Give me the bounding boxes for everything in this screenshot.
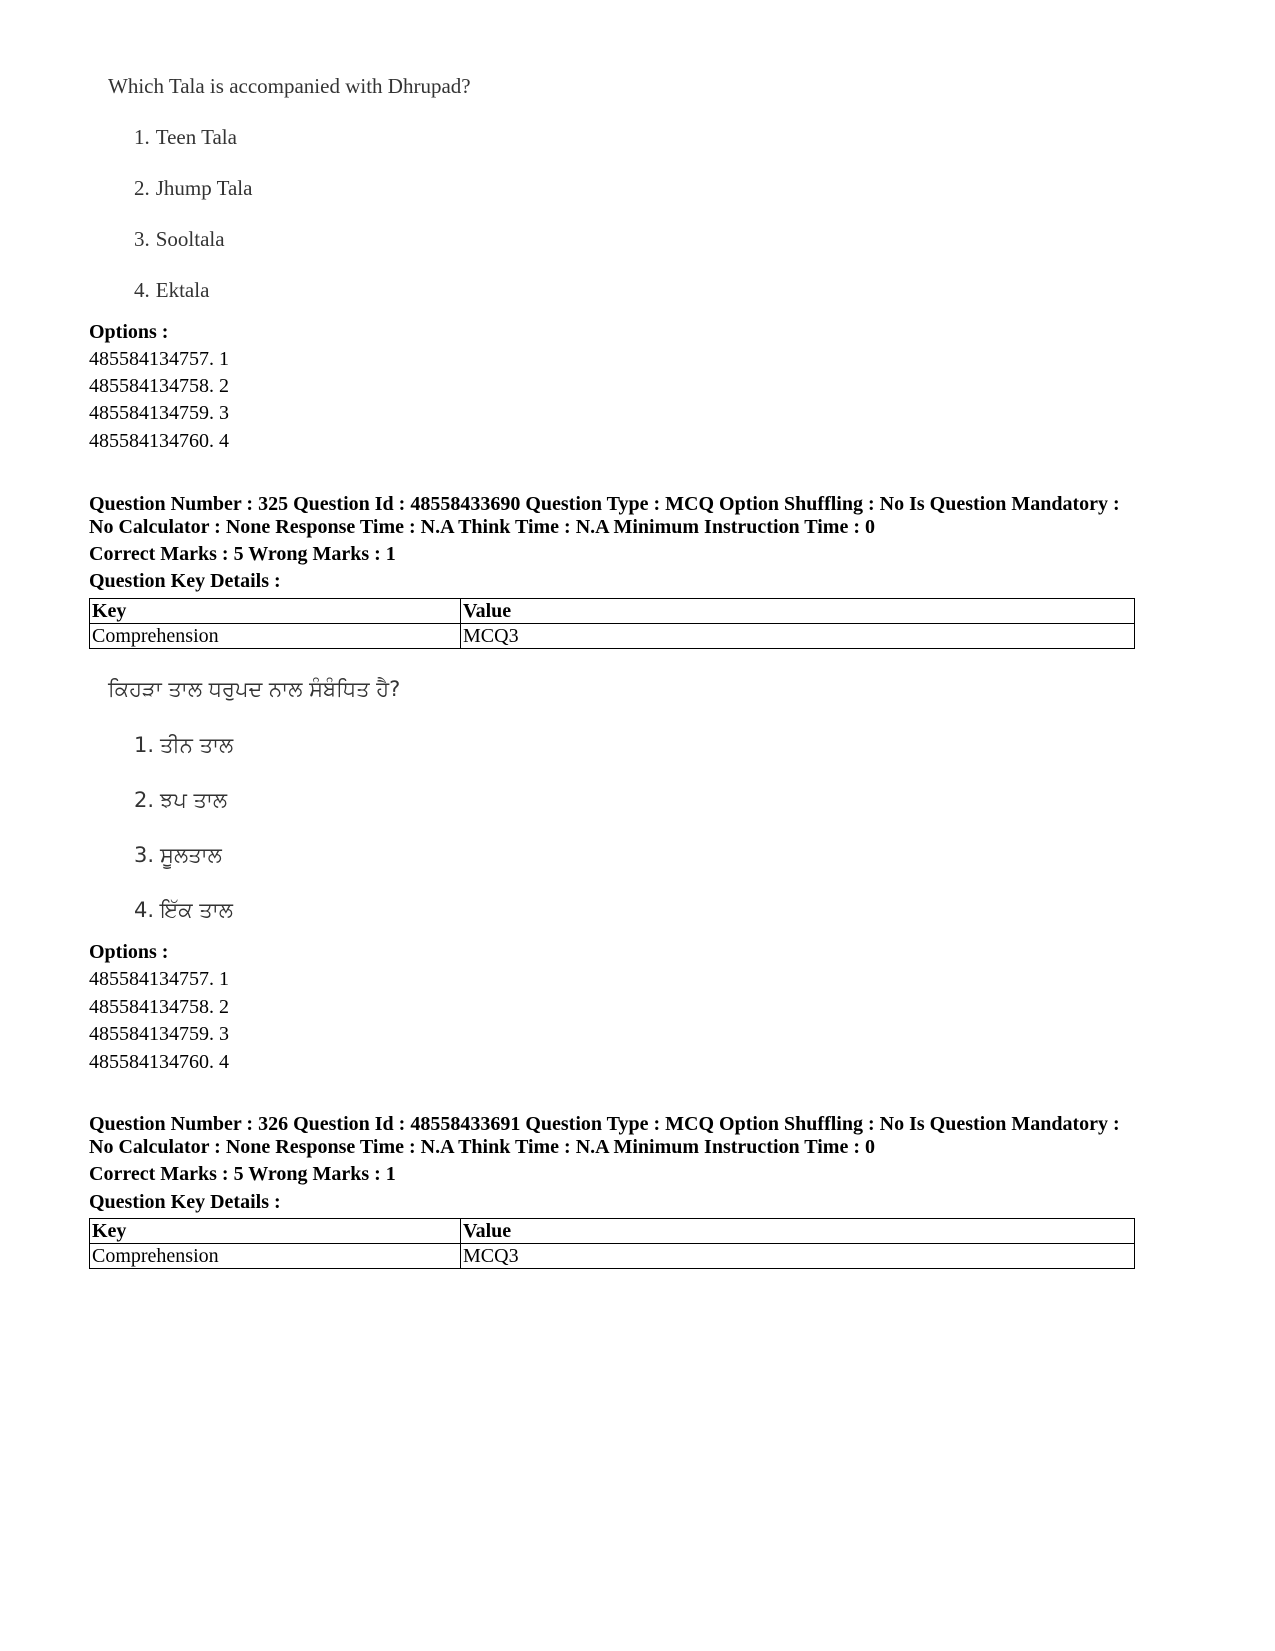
marks-line: Correct Marks : 5 Wrong Marks : 1 <box>89 1163 396 1185</box>
table-row <box>90 1244 1135 1269</box>
key-details-label: Question Key Details : <box>89 570 281 592</box>
options-label: Options : <box>89 941 169 963</box>
question-choice-2: 2. ਝਪ ਤਾਲ <box>134 788 228 812</box>
option-line-4: 485584134760. 4 <box>89 430 229 452</box>
table-cell-value: MCQ3 <box>461 624 1135 649</box>
question-choice-1: 1. ਤੀਨ ਤਾਲ <box>134 733 234 757</box>
table-header-value: Value <box>461 599 1135 624</box>
question-meta-line-2: No Calculator : None Response Time : N.A Think Time : N.A Minimum Instruction Time : 0 <box>89 516 875 538</box>
option-line-4: 485584134760. 4 <box>89 1051 229 1073</box>
table-header-row <box>90 1219 1135 1244</box>
question-choice-2: 2. Jhump Tala <box>134 176 253 200</box>
question-meta-325 <box>89 493 1149 539</box>
option-line-3: 485584134759. 3 <box>89 1023 229 1045</box>
option-line-1: 485584134757. 1 <box>89 348 229 370</box>
question-choice-4: 4. ਇੱਕ ਤਾਲ <box>134 898 233 922</box>
option-line-2: 485584134758. 2 <box>89 375 229 397</box>
question-meta-line-1: Question Number : 326 Question Id : 48558433691 Question Type : MCQ Option Shuffling : No Is Question Mandatory : <box>89 1113 1120 1135</box>
table-header-row <box>90 599 1135 624</box>
question-choice-3: 3. Sooltala <box>134 227 225 251</box>
question-image-english <box>108 74 471 302</box>
table-cell-key: Comprehension <box>90 624 461 649</box>
question-image-punjabi <box>108 677 401 922</box>
key-details-label: Question Key Details : <box>89 1191 281 1213</box>
question-choice-4: 4. Ektala <box>134 278 210 302</box>
question-stem: ਕਿਹੜਾ ਤਾਲ ਧਰੁਪਦ ਨਾਲ ਸੰਬੰਧਿਤ ਹੈ? <box>108 677 401 701</box>
option-line-3: 485584134759. 3 <box>89 402 229 424</box>
table-row <box>90 624 1135 649</box>
marks-line: Correct Marks : 5 Wrong Marks : 1 <box>89 543 396 565</box>
question-stem: Which Tala is accompanied with Dhrupad? <box>108 74 471 98</box>
question-choice-1: 1. Teen Tala <box>134 125 237 149</box>
question-choice-3: 3. ਸੂਲਤਾਲ <box>134 843 222 867</box>
question-meta-line-2: No Calculator : None Response Time : N.A Think Time : N.A Minimum Instruction Time : 0 <box>89 1136 875 1158</box>
options-label: Options : <box>89 321 169 343</box>
table-header-value: Value <box>461 1219 1135 1244</box>
table-cell-value: MCQ3 <box>461 1244 1135 1269</box>
key-details-table <box>89 1218 1135 1269</box>
option-line-1: 485584134757. 1 <box>89 968 229 990</box>
table-cell-key: Comprehension <box>90 1244 461 1269</box>
option-line-2: 485584134758. 2 <box>89 996 229 1018</box>
question-meta-line-1: Question Number : 325 Question Id : 48558433690 Question Type : MCQ Option Shuffling : No Is Question Mandatory : <box>89 493 1120 515</box>
table-header-key: Key <box>90 599 461 624</box>
key-details-table <box>89 598 1135 649</box>
question-meta-326 <box>89 1113 1149 1159</box>
table-header-key: Key <box>90 1219 461 1244</box>
